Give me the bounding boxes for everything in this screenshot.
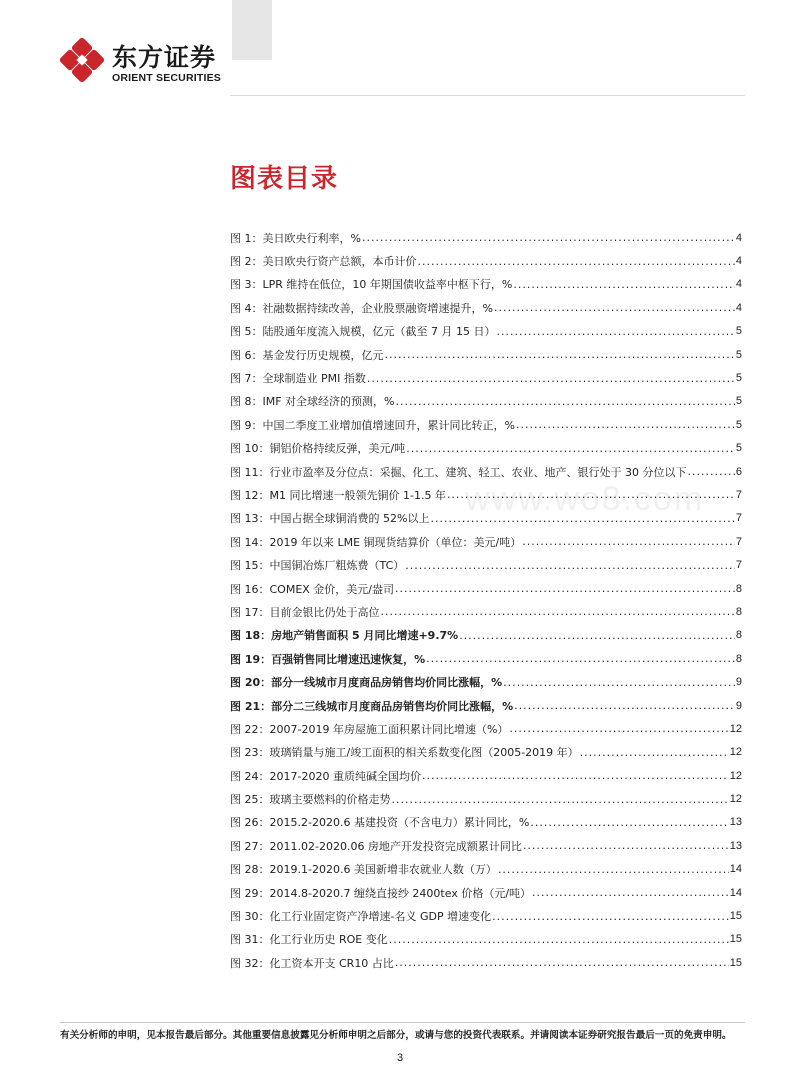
toc-entry[interactable]	[230, 507, 742, 530]
toc-entry-label: 图 19：百强销售同比增速迅速恢复，%	[230, 652, 426, 666]
toc-entry[interactable]	[230, 670, 742, 693]
toc-leader-dots	[385, 348, 735, 361]
toc-entry[interactable]	[230, 811, 742, 834]
page-title: 图表目录	[230, 164, 339, 194]
table-of-figures	[230, 226, 742, 975]
toc-leader-dots	[523, 839, 729, 852]
toc-entry[interactable]	[230, 764, 742, 787]
toc-entry-label: 图 8：IMF 对全球经济的预测，%	[230, 395, 395, 409]
toc-entry-page: 14	[729, 863, 742, 876]
toc-entry-label: 图 4：社融数据持续改善，企业股票融资增速提升，%	[230, 301, 493, 315]
toc-entry-label: 图 31：化工行业历史 ROE 变化	[230, 933, 388, 947]
toc-leader-dots	[687, 465, 734, 478]
toc-entry-page: 8	[735, 652, 742, 665]
toc-leader-dots	[496, 325, 734, 338]
toc-entry[interactable]	[230, 928, 742, 951]
logo-english-name: ORIENT SECURITIES	[112, 72, 221, 84]
toc-entry-label: 图 22：2007-2019 年房屋施工面积累计同比增速（%）	[230, 722, 509, 736]
toc-entry-label: 图 11：行业市盈率及分位点：采掘、化工、建筑、轻工、农业、地产、银行处于 30 分位以下	[230, 465, 687, 479]
toc-leader-dots	[514, 699, 735, 712]
toc-entry-label: 图 24：2017-2020 重质纯碱全国均价	[230, 769, 421, 783]
page-number: 3	[396, 1052, 404, 1064]
toc-entry-page: 15	[729, 910, 742, 923]
toc-leader-dots	[406, 442, 735, 455]
toc-entry[interactable]	[230, 741, 742, 764]
toc-entry-page: 4	[735, 255, 742, 268]
toc-leader-dots	[362, 231, 735, 244]
toc-leader-dots	[503, 676, 735, 689]
toc-entry-label: 图 27：2011.02-2020.06 房地产开发投资完成额累计同比	[230, 839, 522, 853]
toc-entry-page: 13	[729, 839, 742, 852]
toc-entry[interactable]	[230, 881, 742, 904]
toc-entry[interactable]	[230, 553, 742, 576]
toc-entry-label: 图 14：2019 年以来 LME 铜现货结算价（单位：美元/吨）	[230, 535, 522, 549]
toc-entry-page: 5	[735, 325, 742, 338]
toc-entry-label: 图 13：中国占据全球铜消费的 52%以上	[230, 512, 430, 526]
toc-entry-label: 图 10：铜铝价格持续反弹，美元/吨	[230, 442, 406, 456]
toc-leader-dots	[522, 535, 735, 548]
toc-entry[interactable]	[230, 296, 742, 319]
toc-entry[interactable]	[230, 273, 742, 296]
toc-entry[interactable]	[230, 624, 742, 647]
toc-leader-dots	[381, 605, 735, 618]
toc-leader-dots	[395, 582, 735, 595]
toc-entry-page: 5	[735, 348, 742, 361]
toc-leader-dots	[405, 559, 735, 572]
toc-leader-dots	[532, 886, 729, 899]
toc-entry-page: 5	[735, 395, 742, 408]
toc-entry-page: 5	[735, 442, 742, 455]
toc-entry-label: 图 25：玻璃主要燃料的价格走势	[230, 793, 391, 807]
toc-entry[interactable]	[230, 647, 742, 670]
toc-entry-page: 5	[735, 418, 742, 431]
toc-entry-label: 图 12：M1 同比增速一般领先铜价 1-1.5 年	[230, 488, 446, 502]
toc-leader-dots	[580, 746, 729, 759]
toc-leader-dots	[513, 278, 735, 291]
toc-entry[interactable]	[230, 858, 742, 881]
toc-leader-dots	[459, 629, 735, 642]
toc-entry-label: 图 3：LPR 维持在低位，10 年期国债收益率中枢下行，%	[230, 278, 513, 292]
toc-entry-label: 图 21：部分二三线城市月度商品房销售均价同比涨幅，%	[230, 699, 514, 713]
toc-entry[interactable]	[230, 249, 742, 272]
toc-leader-dots	[395, 956, 729, 969]
toc-entry[interactable]	[230, 320, 742, 343]
toc-entry[interactable]	[230, 787, 742, 810]
toc-entry-label: 图 5：陆股通年度流入规模，亿元（截至 7 月 15 日）	[230, 325, 496, 339]
toc-leader-dots	[498, 863, 729, 876]
toc-entry-label: 图 1：美日欧央行利率，%	[230, 231, 361, 245]
toc-entry-page: 12	[729, 769, 742, 782]
toc-entry-label: 图 20：部分一线城市月度商品房销售均价同比涨幅，%	[230, 676, 503, 690]
toc-entry[interactable]	[230, 413, 742, 436]
toc-entry-page: 7	[735, 535, 742, 548]
toc-entry-page: 7	[735, 512, 742, 525]
toc-entry-label: 图 6：基金发行历史规模，亿元	[230, 348, 384, 362]
toc-entry-page: 15	[729, 933, 742, 946]
toc-entry-page: 8	[735, 582, 742, 595]
toc-entry[interactable]	[230, 717, 742, 740]
toc-entry-page: 15	[729, 956, 742, 969]
toc-leader-dots	[422, 769, 729, 782]
footer-divider	[60, 1022, 745, 1023]
toc-entry-label: 图 7：全球制造业 PMI 指数	[230, 372, 366, 386]
toc-leader-dots	[494, 301, 735, 314]
toc-entry-page: 14	[729, 886, 742, 899]
toc-entry[interactable]	[230, 600, 742, 623]
toc-entry-label: 图 29：2014.8-2020.7 缠绕直接纱 2400tex 价格（元/吨）	[230, 886, 532, 900]
header-divider	[230, 95, 745, 96]
toc-entry-page: 9	[735, 699, 742, 712]
toc-entry-label: 图 17：目前金银比仍处于高位	[230, 605, 380, 619]
orient-securities-logo-icon	[60, 38, 104, 82]
toc-entry[interactable]	[230, 694, 742, 717]
toc-leader-dots	[492, 910, 729, 923]
toc-entry-page: 6	[735, 465, 742, 478]
toc-entry[interactable]	[230, 483, 742, 506]
toc-entry[interactable]	[230, 904, 742, 927]
toc-leader-dots	[389, 933, 729, 946]
toc-leader-dots	[516, 418, 735, 431]
toc-entry-page: 7	[735, 488, 742, 501]
toc-entry-label: 图 23：玻璃销量与施工/竣工面积的相关系数变化图（2005-2019 年）	[230, 746, 579, 760]
toc-entry[interactable]	[230, 460, 742, 483]
toc-entry-label: 图 9：中国二季度工业增加值增速回升，累计同比转正，%	[230, 418, 515, 432]
page-header	[60, 32, 360, 92]
toc-leader-dots	[396, 395, 735, 408]
toc-entry-label: 图 18：房地产销售面积 5 月同比增速+9.7%	[230, 629, 459, 643]
toc-entry[interactable]	[230, 226, 742, 249]
toc-leader-dots	[509, 722, 728, 735]
toc-entry[interactable]	[230, 366, 742, 389]
toc-entry-page: 4	[735, 301, 742, 314]
toc-entry-page: 4	[735, 231, 742, 244]
toc-entry-label: 图 26：2015.2-2020.6 基建投资（不含电力）累计同比，%	[230, 816, 530, 830]
toc-entry-label: 图 16：COMEX 金价，美元/盎司	[230, 582, 395, 596]
toc-leader-dots	[430, 512, 734, 525]
toc-entry-label: 图 30：化工行业固定资产净增速-名义 GDP 增速变化	[230, 910, 492, 924]
toc-leader-dots	[447, 488, 735, 501]
toc-entry[interactable]	[230, 437, 742, 460]
toc-leader-dots	[530, 816, 728, 829]
toc-entry-page: 4	[735, 278, 742, 291]
toc-entry-label: 图 32：化工资本开支 CR10 占比	[230, 956, 394, 970]
toc-entry-label: 图 28：2019.1-2020.6 美国新增非农就业人数（万）	[230, 863, 497, 877]
toc-entry-page: 8	[735, 629, 742, 642]
toc-leader-dots	[418, 255, 735, 268]
toc-entry-label: 图 2：美日欧央行资产总额，本币计价	[230, 255, 417, 269]
toc-leader-dots	[392, 793, 729, 806]
toc-entry-page: 12	[729, 793, 742, 806]
toc-entry-page: 12	[729, 722, 742, 735]
toc-entry-page: 8	[735, 605, 742, 618]
toc-entry-page: 12	[729, 746, 742, 759]
toc-entry-page: 13	[729, 816, 742, 829]
toc-entry-page: 7	[735, 559, 742, 572]
toc-entry[interactable]	[230, 951, 742, 974]
toc-entry-label: 图 15：中国铜冶炼厂粗炼费（TC）	[230, 559, 405, 573]
toc-entry[interactable]	[230, 577, 742, 600]
logo-chinese-name: 东方证券	[112, 43, 217, 72]
toc-entry[interactable]	[230, 834, 742, 857]
toc-leader-dots	[426, 652, 735, 665]
toc-leader-dots	[367, 372, 735, 385]
footer-disclaimer: 有关分析师的申明，见本报告最后部分。其他重要信息披露见分析师申明之后部分，或请与您的投资代表联系。并请阅读本证券研究报告最后一页的免责申明。	[60, 1030, 732, 1041]
watermark: www.wo8.com	[465, 480, 705, 518]
toc-entry-page: 9	[735, 676, 742, 689]
toc-entry[interactable]	[230, 530, 742, 553]
toc-entry-page: 5	[735, 372, 742, 385]
toc-entry[interactable]	[230, 343, 742, 366]
toc-entry[interactable]	[230, 390, 742, 413]
